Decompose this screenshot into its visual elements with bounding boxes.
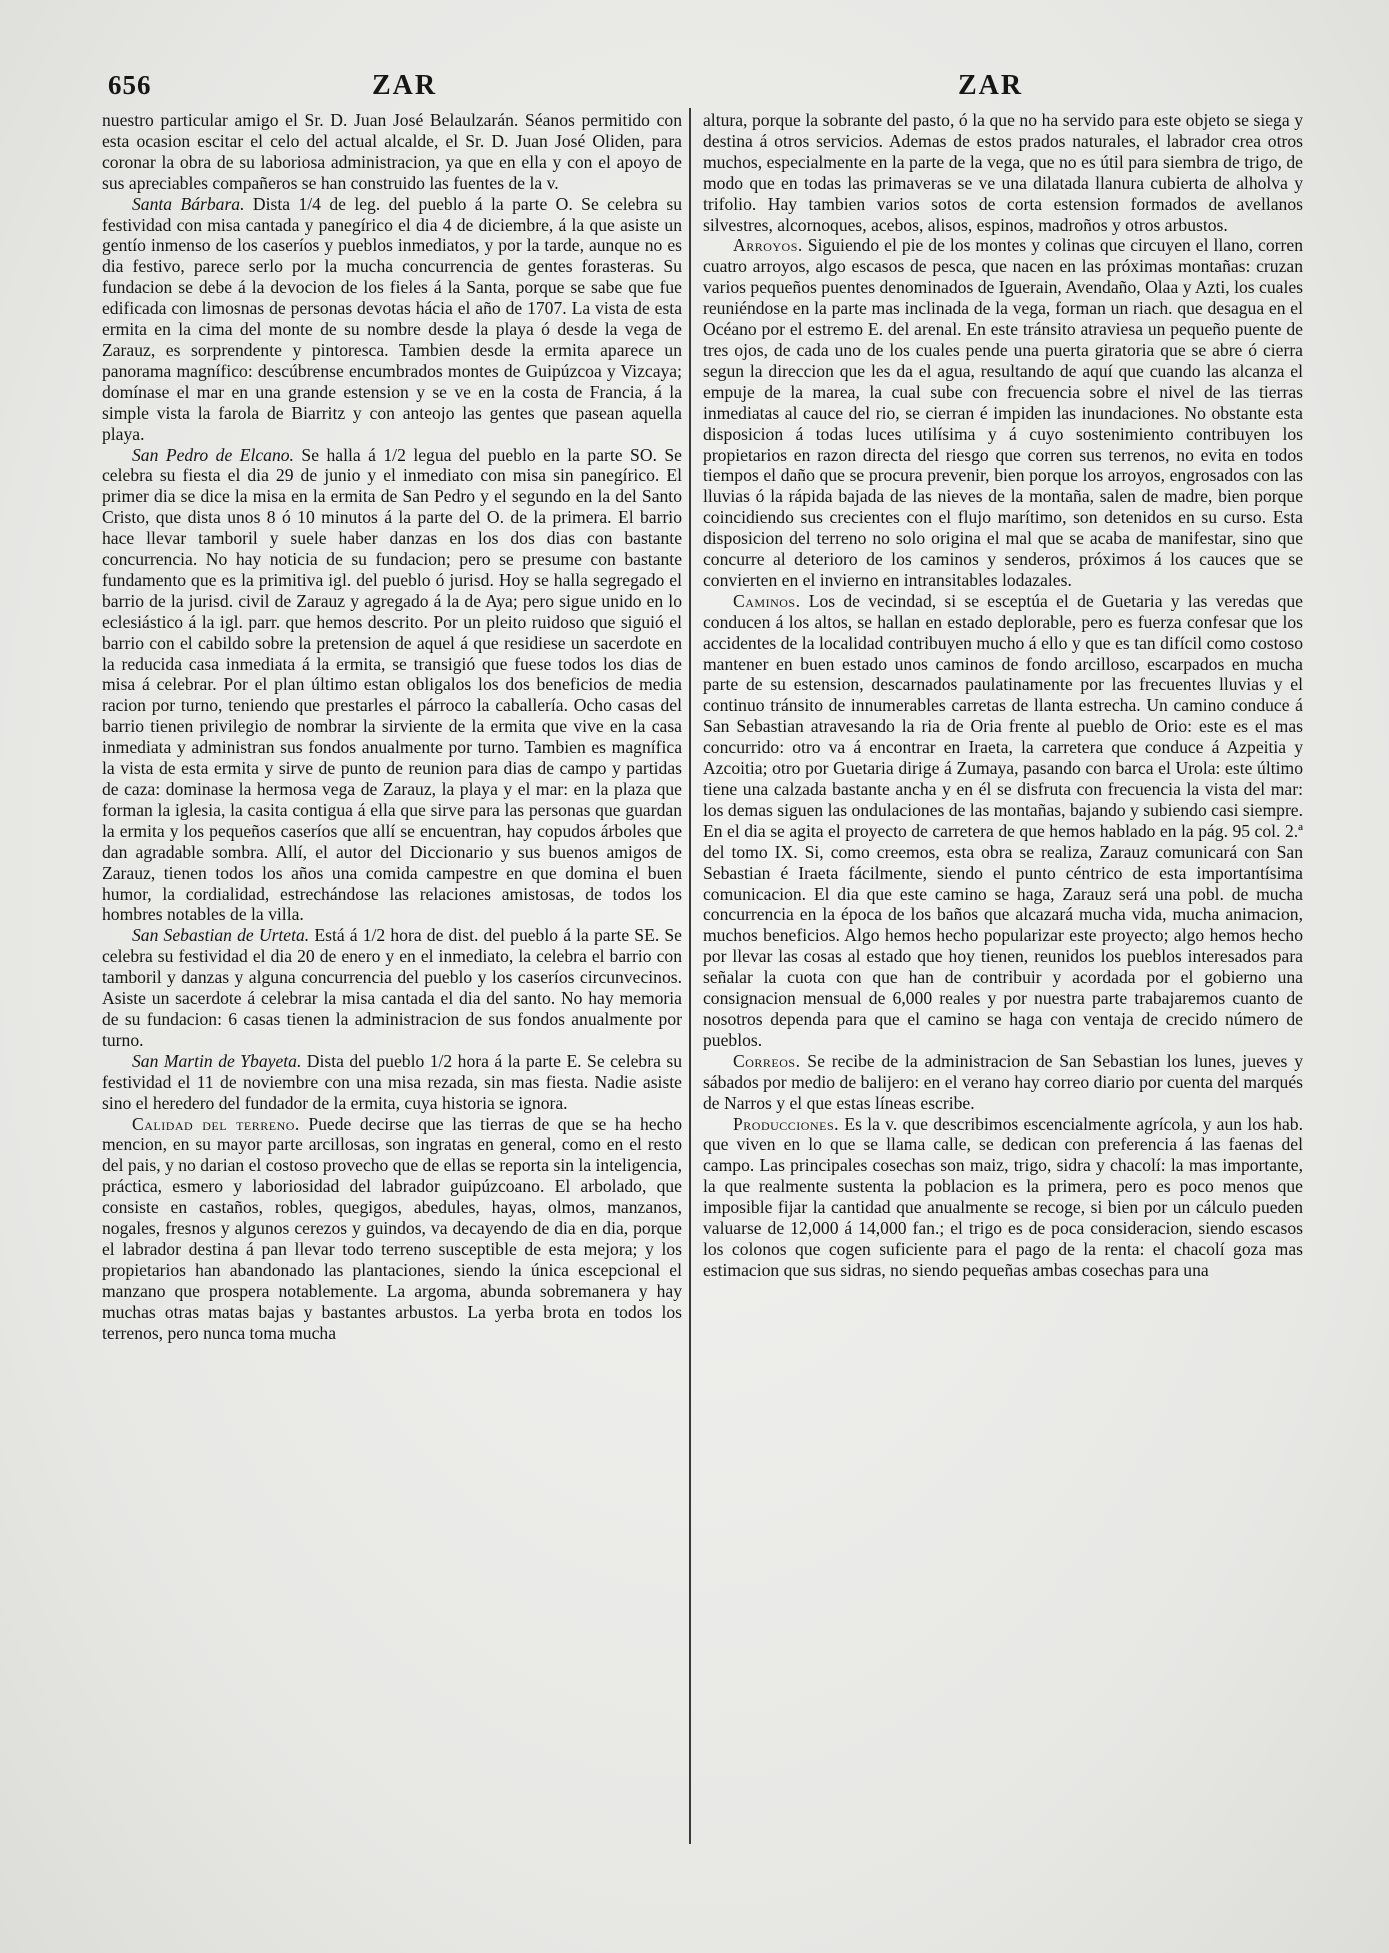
paragraph xyxy=(102,110,682,194)
page-number: 656 xyxy=(108,70,152,100)
paragraph-text: altura, porque la sobrante del pasto, ó la que no ha servido para este objeto se siega y destina á otros servicios. Ademas de estos prados naturales, el labrador crea otros muchos, especialmente en la parte de la vega, que no es útil para siembra de trigo, de modo que en todas las primaveras se ve una dilatada llanura cubierta de alholva y trifolio. Hay tambien varios sotos de corta estension formados de avellanos silvestres, alcornoques, acebos, alisos, espinos, madroños y otros arbustos. xyxy=(703,110,1303,235)
section-heading: Correos. xyxy=(733,1050,801,1071)
section-heading: Arroyos. xyxy=(733,235,803,256)
paragraph-text: Dista 1/4 de leg. del pueblo á la parte O. Se celebra su festividad con misa cantada y panegírico el dia 4 de diciembre, á la que asiste un gentío inmenso de los caseríos y pueblos inmediatos, y por la tarde, aunque no es dia festivo, parece serlo por la mucha concurrencia de gentes forasteras. Su fundacion se debe á la devocion de los fieles á la Santa, porque se sabe que fue edificada con limosnas de personas devotas hácia el año de 1707. La vista de esta ermita en la cima del monte de su nombre desde la playa ó desde la vega de Zarauz, es sorprendente y pintoresca. Tambien desde la ermita aparece un panorama magnífico: descúbrense encumbrados montes de Guipúzcoa y Vizcaya; domínase el mar en una grande estension y se ve en la costa de Francia, á la simple vista la farola de Biarritz y con anteojo las gentes que pasean aquella playa. xyxy=(102,193,682,444)
column-divider xyxy=(689,108,691,1844)
paragraph-text: Está á 1/2 hora de dist. del pueblo á la parte SE. Se celebra su festividad el dia 20 de enero y en el inmediato, la celebra el barrio con tamboril y danzas y alguna concurrencia del pueblo y los caseríos circunvecinos. Asiste un sacerdote á celebrar la misa cantada el dia del santo. No hay memoria de su fundacion: 6 casas tienen la administracion de sus fondos anualmente por turno. xyxy=(102,925,682,1050)
paragraph-text: Dista del pueblo 1/2 hora á la parte E. Se celebra su festividad el 11 de noviembre con una misa rezada, sin mas fiesta. Nadie asiste sino el heredero del fundador de la ermita, cuya historia se ignora. xyxy=(102,1050,682,1113)
entry-heading: San Sebastian de Urteta. xyxy=(132,925,310,946)
right-column xyxy=(703,110,1303,1850)
paragraph-text: Se recibe de la administracion de San Sebastian los lunes, jueves y sábados por medio de balijero: en el verano hay correo diario por cuenta del marqués de Narros y el que estas líneas escribe. xyxy=(703,1050,1303,1113)
running-head-right: ZAR xyxy=(958,70,1024,101)
page-header xyxy=(0,70,1389,110)
paragraph-text: Los de vecindad, si se esceptúa el de Guetaria y las veredas que conducen á los altos, se hallan en estado deplorable, pero es fuerza confesar que los accidentes de la localidad contribuyen mucho á ello y que es tan difícil como costoso mantener en buen estado unos caminos de fondo arcilloso, escarpados en mucha parte de su estension, descarnados paulatinamente por las frecuentes lluvias y el continuo tránsito de innumerables carretas de llanta estrecha. Un camino conduce á San Sebastian atravesando la ria de Oria frente al pueblo de Orio: este es el mas concurrido: otro va á encontrar en Iraeta, la carretera que conduce á Azpeitia y Azcoitia; otro por Guetaria dirige á Zumaya, pasando con barca el Urola: este último tiene una calzada bastante ancha y en él se disfruta con frecuencia la vista del mar: los demas siguen las ondulaciones de las montañas, bajando y subiendo casi siempre. En el dia se agita el proyecto de carretera de que hemos hablado en la pág. 95 col. 2.ª del tomo IX. Si, como creemos, esta obra se realiza, Zarauz comunicará con San Sebastian é Iraeta fácilmente, siendo el punto céntrico de esta importantísima comunicacion. El dia que este camino se haga, Zarauz será una pobl. de mucha concurrencia en la época de los baños que alcazará mucha vida, mucha animacion, muchos beneficios. Algo hemos hecho popularizar este proyecto; algo hemos hecho por llevar las cosas al estado que hoy tienen, reunidos los pueblos interesados para señalar la cuota con que han de contribuir y acordada por el gobierno una consignacion mensual de 6,000 reales y por nuestra parte trabajaremos cuanto de nosotros dependa para que el camino se haga con ventaja de crecido número de pueblos. xyxy=(703,590,1303,1050)
paragraph-text: nuestro particular amigo el Sr. D. Juan José Belaulzarán. Séanos permitido con esta ocasion escitar el celo del actual alcalde, el Sr. D. Juan José Oliden, para coronar la obra de su laboriosa administracion, ya que en ella y con el apoyo de sus apreciables compañeros se han construido las fuentes de la v. xyxy=(102,110,682,193)
paragraph xyxy=(102,1114,682,1344)
section-heading: Calidad del terreno. xyxy=(132,1113,300,1134)
paragraph xyxy=(703,591,1303,1051)
paragraph-text: Puede decirse que las tierras de que se ha hecho mencion, en su mayor parte arcillosas, son ingratas en general, como en el resto del pais, y no darian el costoso provecho que de ellas se reporta sin la inteligencia, práctica, esmero y laboriosidad del labrador guipúzcoano. El arbolado, que consiste en castaños, robles, quegigos, abedules, hayas, olmos, manzanos, nogales, fresnos y algunos cerezos y guindos, va decayendo de dia en dia, porque el labrador destina á pan llevar todo terreno susceptible de esta mejora; y los propietarios han abandonado las plantaciones, siendo la única escepcional el manzano que prospera notablemente. La argoma, abunda sobremanera y hay muchas otras matas bajas y bastantes arbustos. La yerba brota en todos los terrenos, pero nunca toma mucha xyxy=(102,1113,682,1343)
paragraph-text: Se halla á 1/2 legua del pueblo en la parte SO. Se celebra su fiesta el dia 29 de junio y el inmediato con misa sin panegírico. El primer dia se dice la misa en la ermita de San Pedro y el segundo en la del Santo Cristo, que dista unos 8 ó 10 minutos á la parte del O. de la primera. El barrio hace llevar tamboril y suele haber danzas en los dos dias con bastante concurrencia. No hay noticia de su fundacion; pero se presume con bastante fundamento que es la primitiva igl. del pueblo ó jurisd. Hoy se halla segregado el barrio de la jurisd. civil de Zarauz y agregado á la de Aya; pero sigue unido en lo eclesiástico á la igl. parr. que hemos descrito. Por un pleito ruidoso que siguió el barrio con el cabildo sobre la pretension de aquel á que residiese un sacerdote en la reducida casa inmediata á la ermita, se transigió que fuese todos los dias de misa á celebrar. Por el plan último estan obligalos los dos beneficios de media racion por turno, teniendo que prestarles el párroco la caballería. Ocho casas del barrio tienen privilegio de nombrar la sirviente de la ermita que vive en la casa inmediata y administran sus fondos anualmente por turno. Tambien es magnífica la vista de esta ermita y sirve de punto de reunion para dias de campo y partidas de caza: dominase la hermosa vega de Zarauz, la playa y el mar: en la plaza que forman la iglesia, la casita contigua á ella que sirve para las personas que guardan la ermita y los pequeños caseríos que allí se encuentran, hay copudos árboles que dan agradable sombra. Allí, el autor del Diccionario y sus buenos amigos de Zarauz, tienen todos los años una comida campestre en que domina el buen humor, la cordialidad, estrechándose las relaciones amistosas, de todos los hombres notables de la villa. xyxy=(102,444,682,925)
entry-heading: Santa Bárbara. xyxy=(132,193,245,214)
section-heading: Producciones. xyxy=(733,1113,840,1134)
entry-heading: San Pedro de Elcano. xyxy=(132,444,294,465)
entry-heading: San Martin de Ybayeta. xyxy=(132,1050,302,1071)
paragraph xyxy=(703,1051,1303,1114)
running-head-left: ZAR xyxy=(372,70,438,101)
paragraph xyxy=(102,445,682,926)
section-heading: Caminos. xyxy=(733,590,801,611)
paragraph-text: Es la v. que describimos escencialmente agrícola, y aun los hab. que viven en lo que se llama calle, se dedican con preferencia á las faenas del campo. Las principales cosechas son maiz, trigo, sidra y chacolí: la mas importante, la que realmente sustenta la poblacion es la primera, pero es poco menos que imposible fijar la cantidad que anualmente se recoge, si bien por un cálculo pueden valuarse de 12,000 á 14,000 fan.; el trigo es de poca consideracion, siendo escasos los colonos que cogen suficiente para el pago de la renta: el chacolí goza mas estimacion que sus sidras, no siendo pequeñas ambas cosechas para una xyxy=(703,1113,1303,1280)
paragraph xyxy=(703,110,1303,235)
paragraph xyxy=(703,235,1303,590)
paragraph xyxy=(703,1114,1303,1281)
left-column xyxy=(102,110,682,1850)
paragraph xyxy=(102,194,682,445)
paragraph-text: Siguiendo el pie de los montes y colinas que circuyen el llano, corren cuatro arroyos, algo escasos de pesca, que nacen en las próximas montañas: cruzan varios pequeños puentes denominados de Iguerain, Avendaño, Olaa y Azti, los cuales reuniéndose en la parte mas inclinada de la vega, forman un riach. que desagua en el Océano por el estremo E. del arenal. En este tránsito atraviesa un pequeño puente de tres ojos, de cada uno de los cuales pende una puerta giratoria que se abre ó cierra segun la direccion que les da el agua, resultando de aquí que cuando las alcanza el empuje de la marea, la cual sube con frecuencia sobre el nivel de las tierras inmediatas al cauce del rio, se cierran é impiden las inundaciones. No obstante esta disposicion á todas luces utilísima y á cuyo sostenimiento contribuyen los propietarios en razon directa del riesgo que corren sus terrenos, no evita en todos tiempos el daño que se procura prevenir, bien porque los arroyos, engrosados con las lluvias ó la rápida bajada de las nieves de la montaña, salen de madre, bien porque coincidiendo sus crecientes con el flujo marítimo, son detenidos en su curso. Esta disposicion del terreno no solo origina el mal que se acaba de manifestar, sino que concurre al deterioro de los caminos y senderos, próximos á los cauces que se convierten en el invierno en intransitables lodazales. xyxy=(703,235,1303,590)
paragraph xyxy=(102,925,682,1050)
paragraph xyxy=(102,1051,682,1114)
